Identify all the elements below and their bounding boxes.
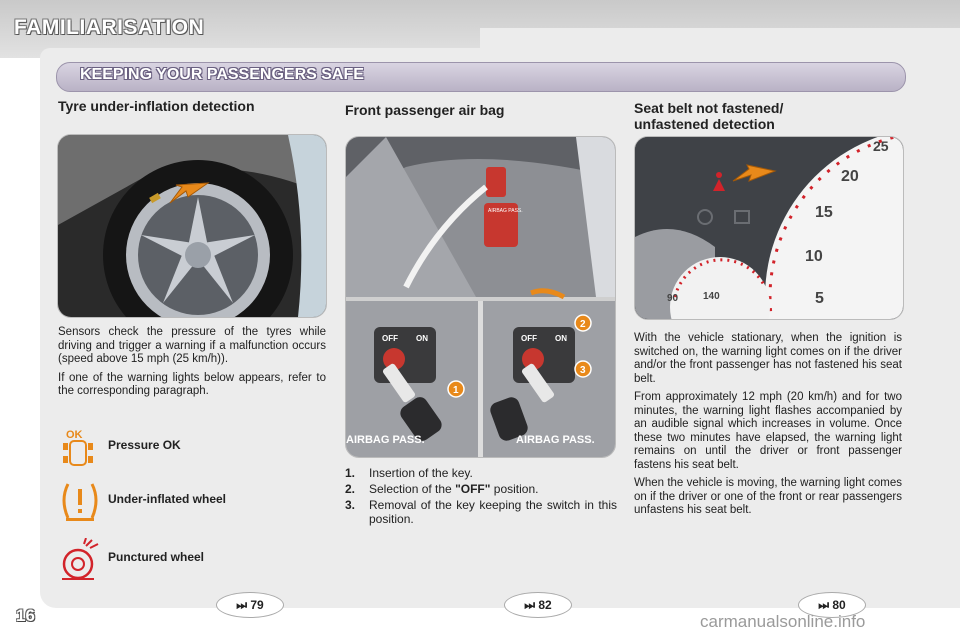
ribbon-title: KEEPING YOUR PASSENGERS SAFE <box>80 66 364 83</box>
seatbelt-heading: Seat belt not fastened/ unfastened detection <box>634 100 784 132</box>
seatbelt-para-1: With the vehicle stationary, when the ignition is switched on, the warning light comes on if the driver and/or the front passenger has not fastened his seat belt. <box>634 332 902 385</box>
svg-text:25: 25 <box>873 138 889 154</box>
page-ref-80[interactable]: ⏭ 80 <box>798 592 866 618</box>
svg-text:10: 10 <box>805 248 823 265</box>
svg-text:20: 20 <box>841 168 859 185</box>
legend-label-under-inflated: Under-inflated wheel <box>108 492 227 506</box>
svg-text:ON: ON <box>416 334 428 343</box>
svg-text:AIRBAG PASS.: AIRBAG PASS. <box>516 434 595 446</box>
svg-text:3: 3 <box>580 365 586 376</box>
airbag-image <box>345 136 616 458</box>
legend-under-inflated <box>58 480 318 520</box>
tyre-para-1: Sensors check the pressure of the tyres while driving and trigger a warning if a malfunction occurs (speed above 15 mph (25 km/h)). <box>58 326 326 365</box>
step-1: 1. Insertion of the key. <box>345 466 473 480</box>
svg-text:15: 15 <box>815 204 833 221</box>
svg-text:AIRBAG PASS.: AIRBAG PASS. <box>488 208 523 214</box>
svg-text:OFF: OFF <box>382 334 398 343</box>
legend-label-pressure-ok: Pressure OK <box>108 438 181 452</box>
airbag-heading: Front passenger air bag <box>345 102 505 118</box>
svg-text:OFF: OFF <box>521 334 537 343</box>
tyre-heading: Tyre under-inflation detection <box>58 98 255 114</box>
svg-text:OK: OK <box>66 429 83 441</box>
legend-punctured <box>58 538 318 578</box>
page-ref-79[interactable]: ⏭ 79 <box>216 592 284 618</box>
pressure-ok-icon <box>58 426 102 468</box>
seatbelt-description <box>634 332 902 523</box>
seatbelt-image <box>634 136 904 320</box>
step-3: 3. Removal of the key keeping the switch in this position. <box>345 498 617 526</box>
punctured-wheel-icon <box>58 538 102 582</box>
airbag-steps <box>345 466 617 528</box>
svg-text:ON: ON <box>555 334 567 343</box>
under-inflated-icon <box>58 480 102 524</box>
svg-text:140: 140 <box>703 291 720 302</box>
panel-tab <box>480 28 960 50</box>
tyre-para-2: If one of the warning lights below appears, refer to the corresponding paragraph. <box>58 371 326 397</box>
seatbelt-para-3: When the vehicle is moving, the warning light comes on if the driver or one of the front or rear passengers unfastens his seat belt. <box>634 477 902 516</box>
legend-pressure-ok <box>58 426 318 466</box>
svg-text:90: 90 <box>667 293 679 304</box>
tyre-description <box>58 326 326 404</box>
tyre-image <box>57 134 327 318</box>
svg-text:5: 5 <box>815 290 824 307</box>
svg-text:1: 1 <box>453 385 459 396</box>
svg-text:AIRBAG PASS.: AIRBAG PASS. <box>346 434 425 446</box>
section-title: FAMILIARISATION <box>14 16 205 39</box>
seatbelt-para-2: From approximately 12 mph (20 km/h) and for two minutes, the warning light flashes accompanied by an audible signal which increases in volume. Once these two minutes have elapsed, the warning light remains on until the driver or front passenger fastens his seat belt. <box>634 391 902 471</box>
svg-text:2: 2 <box>580 319 586 330</box>
page-ref-82[interactable]: ⏭ 82 <box>504 592 572 618</box>
legend-label-punctured: Punctured wheel <box>108 550 205 564</box>
watermark: carmanualsonline.info <box>700 612 866 631</box>
page-number: 16 <box>16 606 35 625</box>
step-2: 2. Selection of the "OFF" position. <box>345 482 539 496</box>
